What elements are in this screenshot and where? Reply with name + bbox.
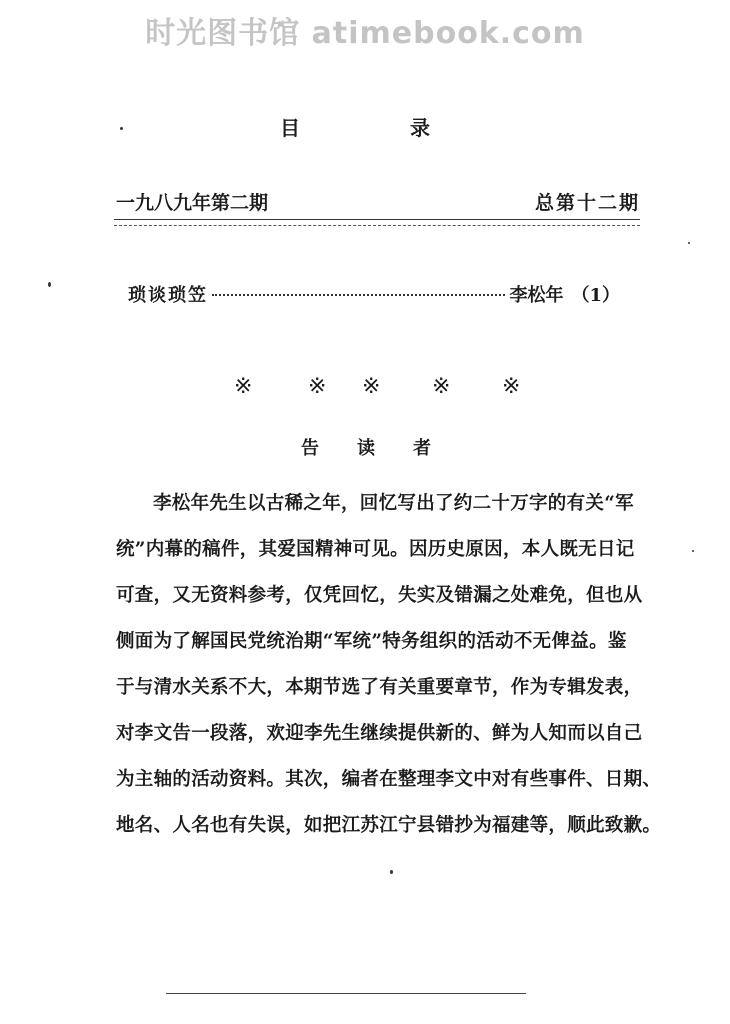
separator-row [0,374,730,404]
scan-speck [48,282,51,287]
notice-line: 可查，又无资料参考，仅凭回忆，失实及错漏之处难免，但也从 [116,585,643,606]
separator-mark: ※ [308,374,327,399]
footer-rule [166,993,526,994]
header-rule [114,219,640,220]
toc-entry-author: 李松年 [509,285,564,306]
notice-line: 统”内幕的稿件，其爱国精神可见。因历史原因，本人既无日记 [116,539,635,560]
scan-speck [120,127,123,130]
scan-speck [692,550,694,552]
separator-mark: ※ [432,374,451,399]
issue-line [116,188,640,218]
header-rule-dashed [114,225,640,226]
total-issue-number: 总第十二期 [534,192,640,214]
toc-entry-title: 琐谈琐笠 [128,285,208,306]
toc-entry[interactable] [128,281,620,307]
toc-title: 目录 [280,116,540,140]
notice-title: 告读者 [301,438,469,459]
notice-line: 于与清水关系不大，本期节选了有关重要章节，作为专辑发表， [116,677,643,698]
notice-line: 为主轴的活动资料。其次，编者在整理李文中对有些事件、日期、 [116,769,662,790]
issue-number: 一九八九年第二期 [116,192,269,214]
notice-line: 地名、人名也有失误，如把江苏江宁县错抄为福建等，顺此致歉。 [116,815,662,836]
notice-body [116,486,662,854]
toc-entry-page: （1） [571,285,620,306]
scan-speck [390,870,393,874]
scan-speck [688,242,690,244]
separator-mark: ※ [362,374,381,399]
notice-line: 对李文告一段落，欢迎李先生继续提供新的、鲜为人知而以自己 [116,723,643,744]
watermark: 时光图书馆 atimebook.com [145,16,585,51]
notice-line: 李松年先生以古稀之年，回忆写出了约二十万字的有关“军 [153,493,634,514]
separator-mark: ※ [234,374,253,399]
notice-line: 侧面为了解国民党统治期“军统”特务组织的活动不无俾益。鉴 [116,631,627,652]
toc-entry-leader [212,294,505,296]
separator-mark: ※ [502,374,521,399]
